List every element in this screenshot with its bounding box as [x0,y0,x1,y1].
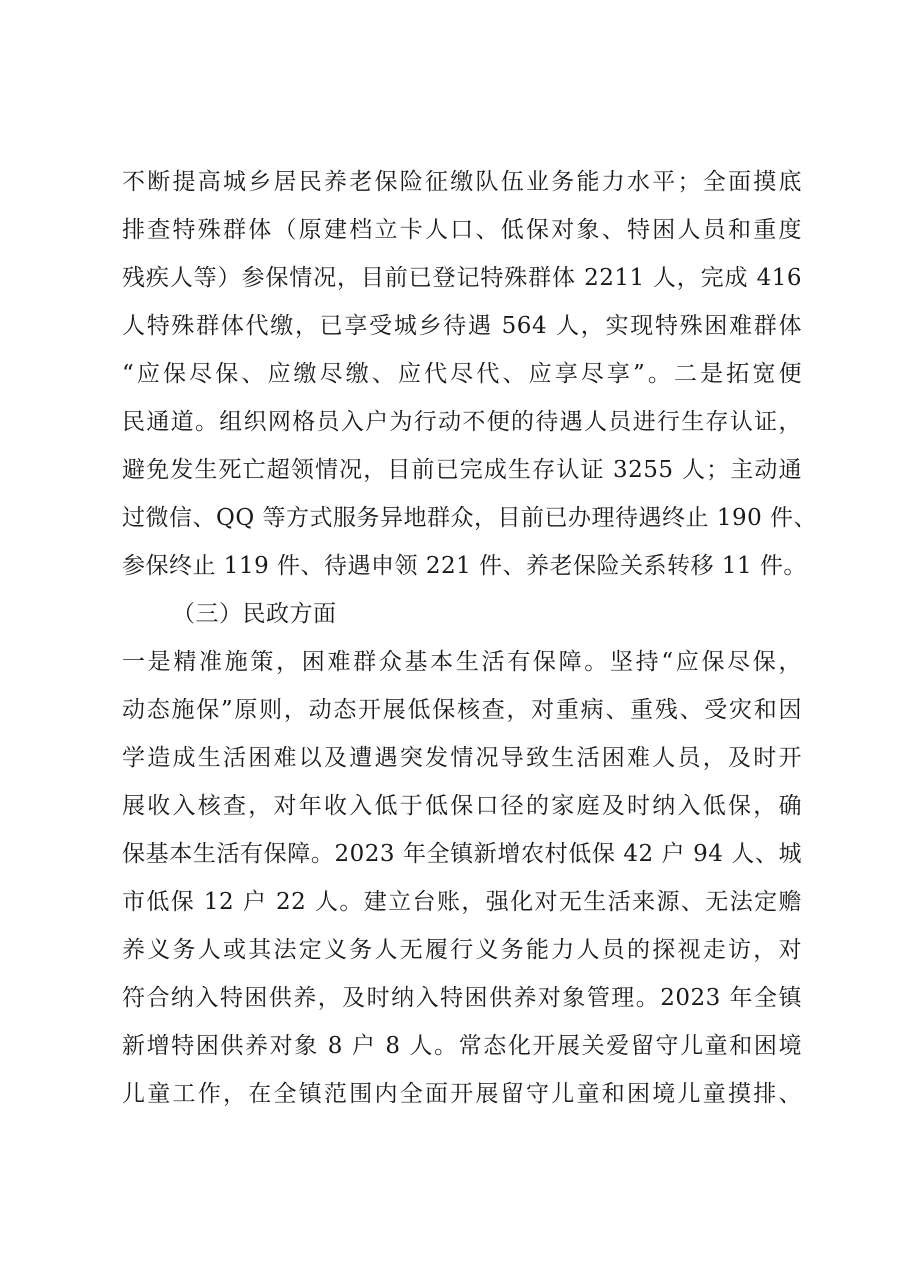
paragraph-line: 过微信、QQ 等方式服务异地群众，目前已办理待遇终止 190 件、 [122,505,818,531]
paragraph-line: 避免发生死亡超领情况，目前已完成生存认证 3255 人；主动通 [122,457,802,483]
section-heading: （三）民政方面 [172,601,337,627]
paragraph-line: 人特殊群体代缴，已享受城乡待遇 564 人，实现特殊困难群体 [122,313,802,339]
paragraph-line: 残疾人等）参保情况，目前已登记特殊群体 2211 人，完成 416 [122,265,802,291]
paragraph-line: 排查特殊群体（原建档立卡人口、低保对象、特困人员和重度 [122,217,802,243]
paragraph-line: 不断提高城乡居民养老保险征缴队伍业务能力水平；全面摸底 [122,169,802,195]
paragraph-line: 民通道。组织网格员入户为行动不便的待遇人员进行生存认证， [122,409,802,435]
paragraph-line: 符合纳入特困供养，及时纳入特困供养对象管理。2023 年全镇 [122,985,802,1011]
paragraph-line: “应保尽保、应缴尽缴、应代尽代、应享尽享”。二是拓宽便 [122,361,802,387]
paragraph-line: 新增特困供养对象 8 户 8 人。常态化开展关爱留守儿童和困境 [122,1033,802,1059]
paragraph-line: 参保终止 119 件、待遇申领 221 件、养老保险关系转移 11 件。 [122,553,807,579]
paragraph-line: 养义务人或其法定义务人无履行义务能力人员的探视走访，对 [122,937,802,963]
paragraph-line: 动态施保”原则，动态开展低保核查，对重病、重残、受灾和因 [122,697,802,723]
paragraph-line: 市低保 12 户 22 人。建立台账，强化对无生活来源、无法定赡 [122,889,802,915]
paragraph-line: 学造成生活困难以及遭遇突发情况导致生活困难人员，及时开 [122,745,802,771]
paragraph-line: 保基本生活有保障。2023 年全镇新增农村低保 42 户 94 人、城 [122,841,802,867]
paragraph-line: 儿童工作，在全镇范围内全面开展留守儿童和困境儿童摸排、 [122,1081,802,1107]
paragraph-line: 一是精准施策，困难群众基本生活有保障。坚持“应保尽保， [122,649,802,675]
paragraph-line: 展收入核查，对年收入低于低保口径的家庭及时纳入低保，确 [122,793,802,819]
